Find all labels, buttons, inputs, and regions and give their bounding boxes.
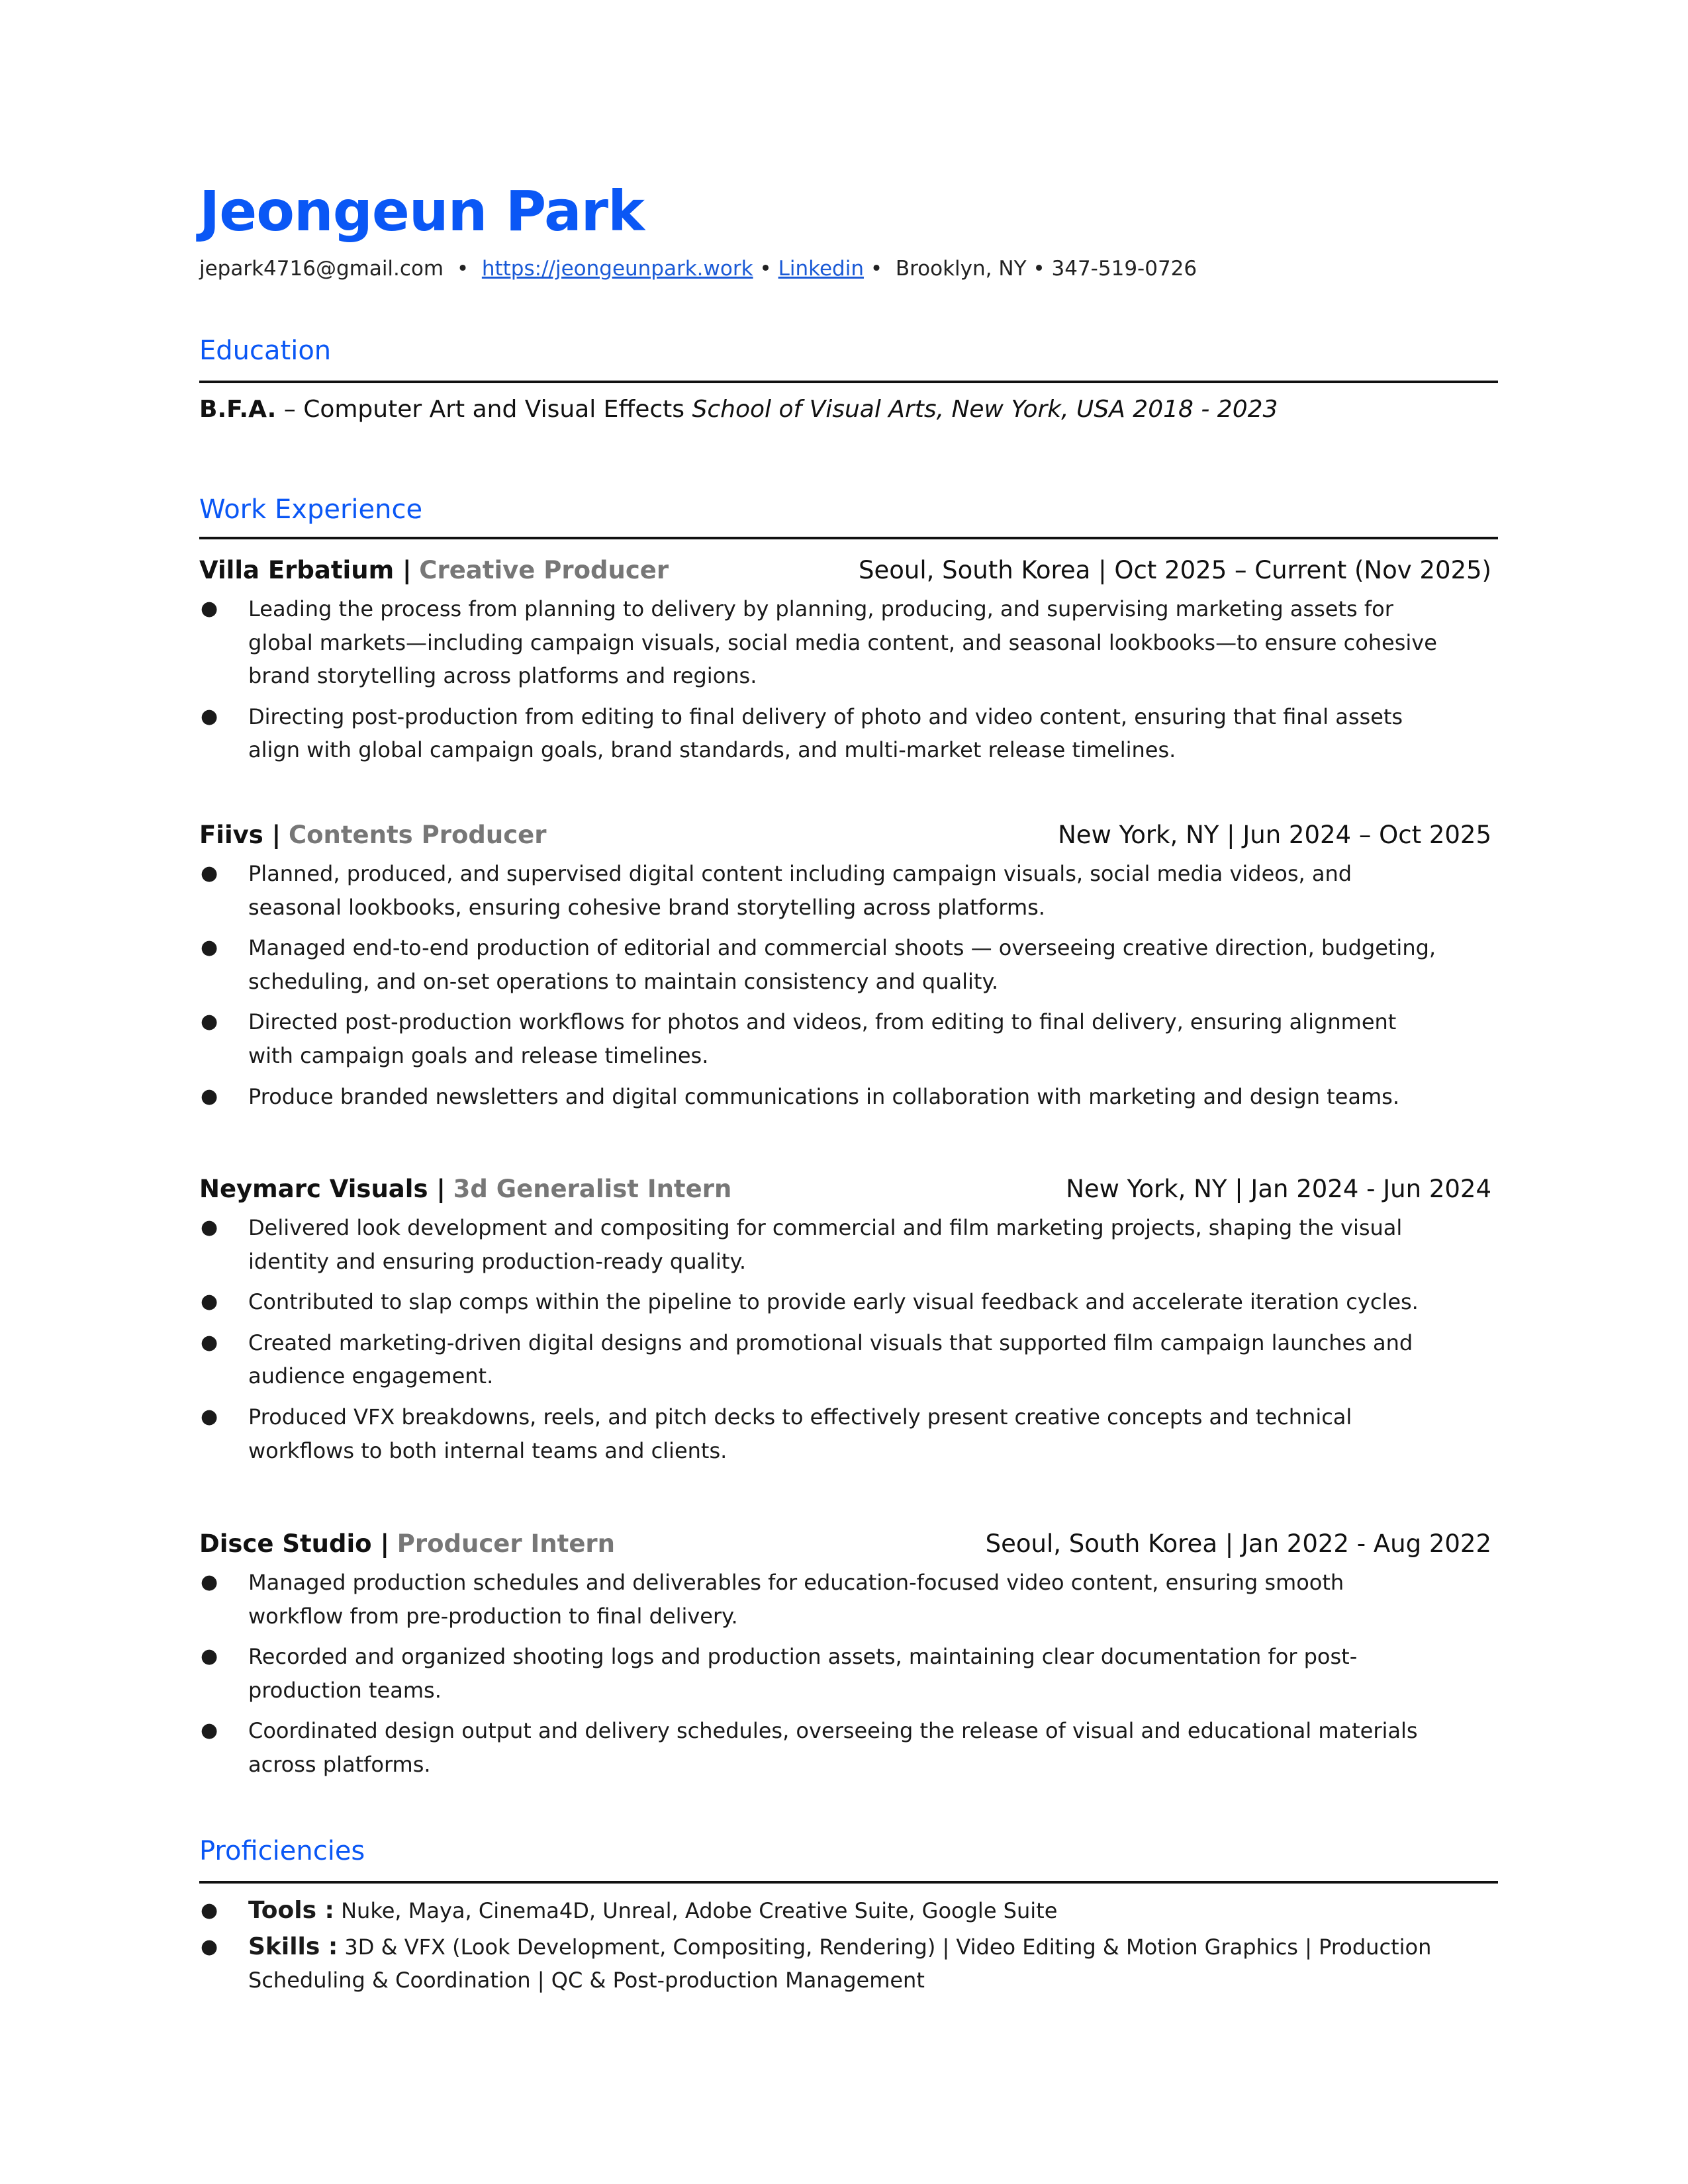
bullet-icon: ● [201, 1290, 218, 1314]
bullet-text: Leading the process from planning to delivery by planning, producing, and supervising marketing assets for global markets—including campaign visuals, social media content, and seasonal lookbooks—to ensure cohesive brand storytelling across platforms and regions. [248, 596, 1437, 689]
bullet-icon: ● [201, 1719, 218, 1743]
bullet-icon: ● [201, 1216, 218, 1239]
list-item [199, 1640, 1440, 1707]
bullet-icon: ● [201, 1330, 218, 1354]
candidate-name: Jeongeun Park [199, 179, 644, 244]
separator: • [870, 257, 883, 281]
bullet-icon: ● [201, 1570, 218, 1594]
bullet-icon: ● [201, 1934, 218, 1958]
contact-line [199, 257, 1498, 281]
bullet-text: Directing post-production from editing to final delivery of photo and video content, ensuring that final assets align with global campaign goals, brand standards, and multi-market release timelines. [248, 704, 1403, 763]
company-name: Disce Studio | [199, 1529, 389, 1558]
list-item [199, 1400, 1440, 1467]
bullet-text: Produce branded newsletters and digital communications in collaboration with marketing and design teams. [248, 1083, 1400, 1109]
job-header [199, 1529, 1491, 1558]
phone: 347-519-0726 [1051, 257, 1197, 281]
list-item [199, 931, 1440, 998]
bullet-text: Contributed to slap comps within the pipeline to provide early visual feedback and accelerate iteration cycles. [248, 1289, 1419, 1315]
job-header [199, 1175, 1491, 1203]
job-entry [199, 821, 1498, 1120]
divider [199, 381, 1498, 383]
bullet-text: Produced VFX breakdowns, reels, and pitch decks to effectively present creative concepts and technical workflows to both internal teams and clients. [248, 1404, 1352, 1463]
bullet-icon: ● [201, 1084, 218, 1108]
list-item [199, 857, 1440, 924]
separator: • [759, 257, 772, 281]
list-item [199, 700, 1440, 767]
proficiencies-heading: Proficiencies [199, 1836, 365, 1866]
job-header [199, 821, 1491, 849]
degree: B.F.A. [199, 396, 277, 423]
bullet-icon: ● [201, 1899, 218, 1922]
job-role: Contents Producer [288, 821, 547, 849]
email: jepark4716@gmail.com [199, 257, 444, 281]
list-item [199, 1566, 1440, 1633]
job-header [199, 556, 1491, 584]
list-item [199, 1714, 1440, 1781]
bullet-icon: ● [201, 1645, 218, 1668]
tools-label: Tools : [248, 1897, 334, 1924]
list-item [199, 1285, 1440, 1319]
job-role: Creative Producer [419, 556, 669, 584]
bullet-text: Coordinated design output and delivery schedules, overseeing the release of visual and educational materials across platforms. [248, 1718, 1418, 1777]
job-role: 3d Generalist Intern [453, 1175, 732, 1203]
company-name: Fiivs | [199, 821, 281, 849]
job-entry [199, 556, 1498, 774]
location: Brooklyn, NY [895, 257, 1027, 281]
bullet-icon: ● [201, 704, 218, 728]
job-bullets [199, 857, 1498, 1113]
company-name: Villa Erbatium | [199, 556, 412, 584]
education-heading: Education [199, 336, 332, 366]
skills-label: Skills : [248, 1933, 338, 1960]
bullet-icon: ● [201, 936, 218, 960]
separator: • [1033, 257, 1045, 281]
bullet-icon: ● [201, 1010, 218, 1034]
bullet-text: Managed end-to-end production of editorial and commercial shoots — overseeing creative direction, budgeting, scheduling, and on-set operations to maintain consistency and quality. [248, 935, 1436, 994]
list-item [199, 592, 1440, 693]
bullet-text: Managed production schedules and deliverables for education-focused video content, ensuring smooth workflow from pre-production to final delivery. [248, 1570, 1344, 1629]
bullet-text: Delivered look development and compositing for commercial and film marketing projects, shaping the visual identity and ensuring production-ready quality. [248, 1215, 1403, 1274]
proficiency-tools [199, 1894, 1440, 1928]
bullet-text: Created marketing-driven digital designs and promotional visuals that supported film campaign launches and audience engagement. [248, 1330, 1413, 1389]
list-item [199, 1005, 1440, 1072]
list-item [199, 1080, 1440, 1114]
separator: • [456, 257, 469, 281]
job-entry [199, 1175, 1498, 1475]
divider [199, 537, 1498, 539]
skills-text: 3D & VFX (Look Development, Compositing, Rendering) | Video Editing & Motion Graphics | Production Scheduling & Coordination | QC & Post-production Management [248, 1934, 1432, 1993]
bullet-text: Planned, produced, and supervised digital content including campaign visuals, social media videos, and seasonal lookbooks, ensuring cohesive brand storytelling across platforms. [248, 861, 1352, 920]
job-bullets [199, 1211, 1498, 1467]
job-location-dates: New York, NY | Jun 2024 – Oct 2025 [1058, 821, 1491, 849]
proficiency-skills [199, 1931, 1440, 1997]
tools-text: Nuke, Maya, Cinema4D, Unreal, Adobe Creative Suite, Google Suite [334, 1898, 1058, 1923]
job-bullets [199, 1566, 1498, 1782]
dash: – [276, 396, 304, 423]
bullet-icon: ● [201, 597, 218, 620]
bullet-text: Directed post-production workflows for photos and videos, from editing to final delivery, ensuring alignment with campaign goals and release timelines. [248, 1009, 1397, 1068]
school: School of Visual Arts, New York, USA 2018 - 2023 [692, 396, 1278, 423]
job-location-dates: Seoul, South Korea | Oct 2025 – Current (Nov 2025) [859, 556, 1491, 584]
work-heading: Work Experience [199, 494, 423, 525]
company-name: Neymarc Visuals | [199, 1175, 445, 1203]
list-item [199, 1211, 1440, 1278]
job-location-dates: Seoul, South Korea | Jan 2022 - Aug 2022 [985, 1529, 1491, 1558]
job-entry [199, 1529, 1498, 1789]
major: Computer Art and Visual Effects [303, 396, 692, 423]
job-bullets [199, 592, 1498, 767]
education-entry [199, 396, 1498, 423]
job-role: Producer Intern [397, 1529, 616, 1558]
bullet-icon: ● [201, 1404, 218, 1428]
website-link[interactable]: https://jeongeunpark.work [481, 257, 753, 281]
proficiencies-list [199, 1894, 1498, 2005]
job-location-dates: New York, NY | Jan 2024 - Jun 2024 [1066, 1175, 1491, 1203]
bullet-icon: ● [201, 862, 218, 885]
list-item [199, 1326, 1440, 1393]
bullet-text: Recorded and organized shooting logs and production assets, maintaining clear documentation for post-production teams. [248, 1644, 1358, 1703]
divider [199, 1881, 1498, 1884]
linkedin-link[interactable]: Linkedin [778, 257, 864, 281]
